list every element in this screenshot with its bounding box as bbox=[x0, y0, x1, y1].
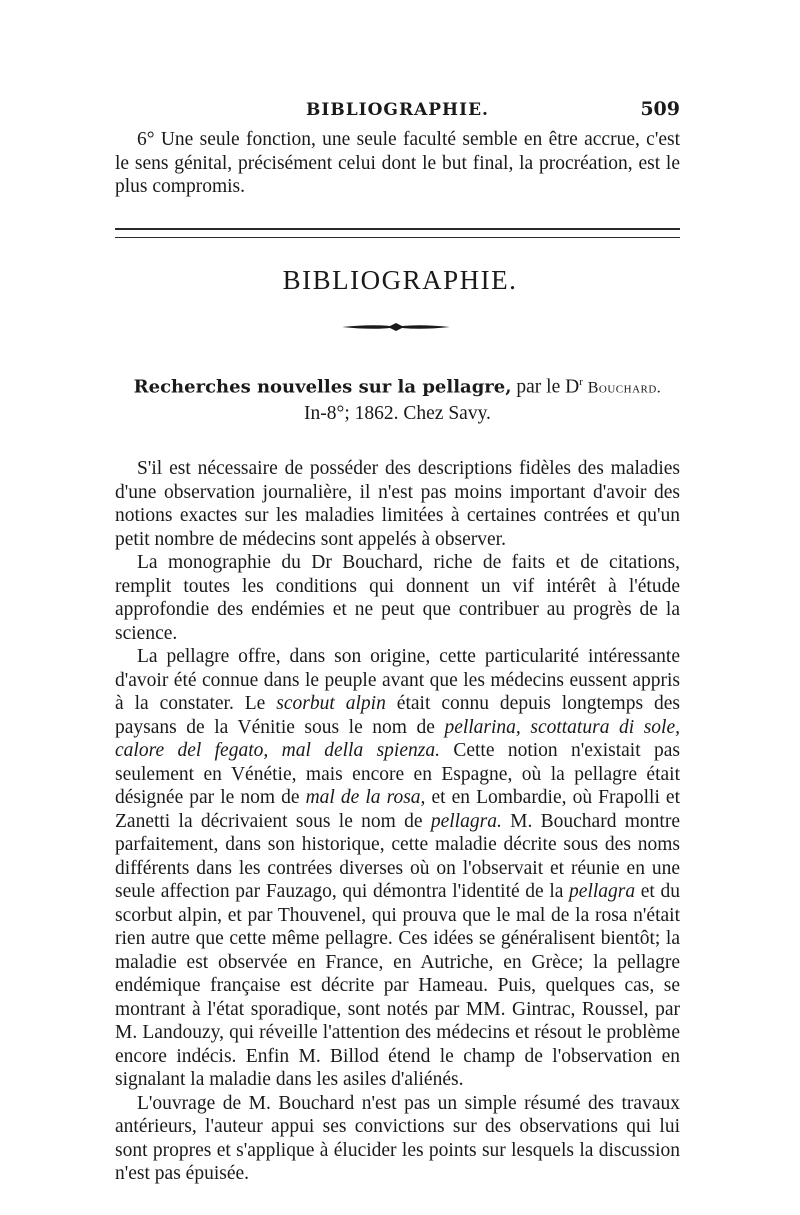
italic-term: scorbut alpin bbox=[276, 693, 386, 714]
review-details: In-8°; 1862. Chez Savy. bbox=[304, 402, 491, 424]
review-author: Bouchard. bbox=[587, 379, 662, 397]
book-title: Recherches nouvelles sur la pellagre, bbox=[133, 376, 512, 398]
italic-term: pellagra bbox=[569, 881, 636, 902]
paragraph-2: La monographie du Dr Bouchard, riche de faits et de citations, remplit toutes les conditions qui donnent un vif intérêt à l'étude approfondie des endémies et ne peut que contribuer au progrès de la science. bbox=[115, 552, 680, 644]
text-span: était connu depuis longtemps des paysans de la Vénitie sous le nom de bbox=[115, 693, 680, 738]
text-span: et du scorbut alpin, et par Thouvenel, qui prouva que le mal de la rosa n'était rien autre que cette même pellagre. Ces idées se généralisent bientôt; la maladie est observée en France, en Autriche, en Grèce; la pellagre endémique française est décrite par Hameau. Puis, quelques cas, se montrant à l'état sporadique, sont notés par MM. Gintrac, Roussel, par M. Landouzy, qui réveille l'attention des médecins et résout le problème encore indécis. Enfin M. Billod étend le champ de l'observation en signalant la maladie dans les asiles d'aliénés. bbox=[115, 881, 680, 1090]
running-head bbox=[115, 98, 680, 126]
paragraph-3 bbox=[115, 645, 680, 1092]
ornament-divider bbox=[340, 322, 452, 332]
italic-term: pellarina, scottatura di sole, calore del fegato, mal della spienza. bbox=[115, 716, 680, 761]
page-number: 509 bbox=[640, 98, 680, 120]
review-heading bbox=[115, 370, 680, 426]
paragraph-1: S'il est nécessaire de posséder des descriptions fidèles des maladies d'une observation journalière, il n'est pas moins important d'avoir des notions exactes sur les maladies limitées à certaines contrées et qu'un petit nombre de médecins sont appelés à observer. bbox=[115, 458, 680, 550]
italic-term: mal de la rosa, bbox=[305, 787, 426, 808]
review-body bbox=[115, 457, 680, 1186]
section-title: BIBLIOGRAPHIE. bbox=[282, 265, 518, 295]
text-span: M. Bouchard montre parfaitement, dans son historique, cette maladie décrite sous des noms différents dans les contrées diverses où on l'observait et réunie en une seule affection par Fauzago, qui démontra l'identité de la bbox=[115, 810, 680, 902]
review-by: par le D bbox=[516, 376, 580, 398]
previous-section-text bbox=[115, 128, 680, 199]
paragraph-4: L'ouvrage de M. Bouchard n'est pas un simple résumé des travaux antérieurs, l'auteur appui ses convictions sur des observations qui lui sont propres et s'applique à élucider les points sur lesquels la discussion n'est pas épuisée. bbox=[115, 1092, 680, 1184]
section-divider-rule bbox=[115, 228, 680, 238]
review-by-superscript: r bbox=[579, 376, 583, 388]
running-title: BIBLIOGRAPHIE. bbox=[306, 100, 489, 120]
text-span: Cette notion n'existait pas seulement en Vénétie, mais encore en Espagne, où la pellagre était désignée par le nom de bbox=[115, 740, 680, 808]
text-span: La pellagre offre, dans son origine, cette particularité intéressante d'avoir été connue dans le peuple avant que les médecins eussent appris à la constater. Le bbox=[115, 646, 680, 714]
italic-term: pellagra. bbox=[430, 810, 502, 832]
text-span: et en Lombardie, où Frapolli et Zanetti la décrivaient sous le nom de bbox=[115, 787, 681, 832]
previous-paragraph: 6° Une seule fonction, une seule faculté semble en être accrue, c'est le sens génital, précisément celui dont le but final, la procréation, est le plus compromis. bbox=[115, 129, 680, 197]
